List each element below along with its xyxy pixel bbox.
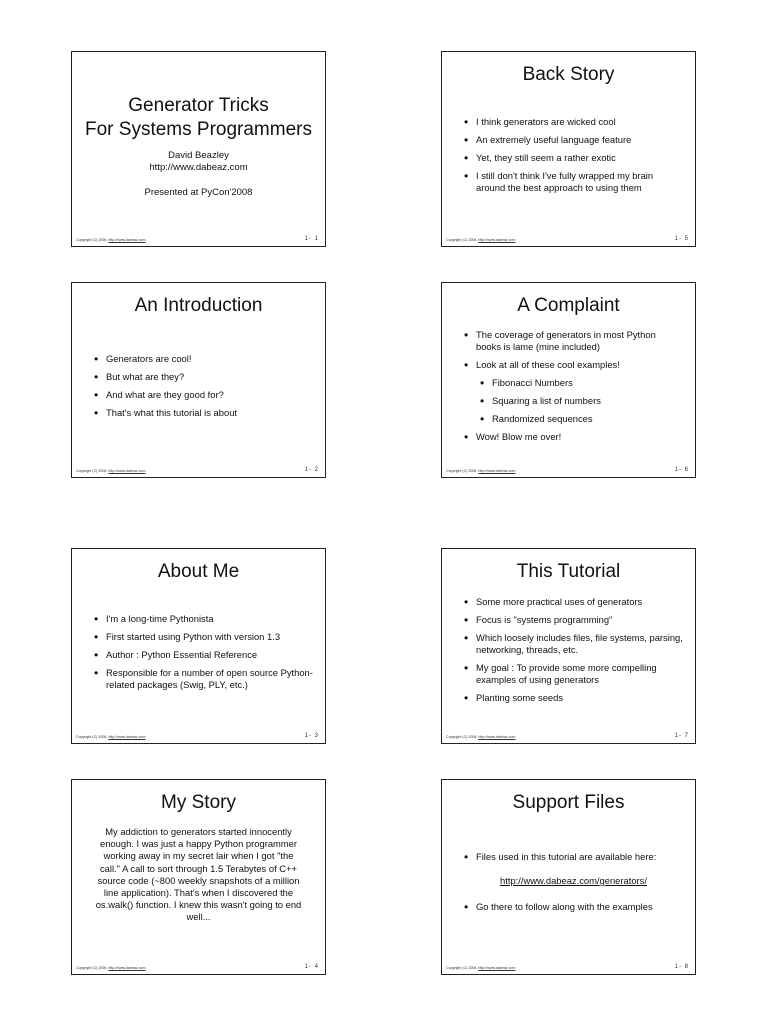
slide-heading: My Story [161,792,236,813]
list-item: • I think generators are wicked cool [464,116,683,128]
copyright-link[interactable]: http://www.dabeaz.com [108,735,146,739]
slide-copyright: Copyright (C) 2008, http://www.dabeaz.com [446,238,516,242]
copyright-link[interactable]: http://www.dabeaz.com [108,238,146,242]
slide-number: 1- 1 [304,236,319,242]
author-website: http://www.dabeaz.com [149,162,248,173]
slide-copyright: Copyright (C) 2008, http://www.dabeaz.com [76,966,146,970]
list-item: • Focus is "systems programming" [464,614,683,626]
list-item: • That's what this tutorial is about [94,407,313,419]
copyright-link[interactable]: http://www.dabeaz.com [108,966,146,970]
list-item: • Look at all of these cool examples! [464,359,683,371]
bullet-list [94,613,313,697]
list-item: • Author : Python Essential Reference [94,649,313,661]
sub-list-item: • Randomized sequences [480,413,683,425]
list-item: • Which loosely includes files, file systems, parsing, networking, threads, etc. [464,632,683,656]
slide-introduction [71,282,326,478]
slide-number: 1- 2 [304,467,319,473]
slide-number: 1- 6 [674,467,689,473]
slide-number: 1- 4 [304,964,319,970]
list-item: • Planting some seeds [464,692,683,704]
slide-title-heading: Generator Tricks For Systems Programmers [85,95,312,140]
copyright-link[interactable]: http://www.dabeaz.com [108,469,146,473]
slide-heading: About Me [157,561,240,582]
sub-list-item: • Fibonacci Numbers [480,377,683,389]
slide-heading: Back Story [522,64,615,85]
copyright-link[interactable]: http://www.dabeaz.com [478,735,516,739]
list-item: • The coverage of generators in most Python books is lame (mine included) [464,329,683,353]
list-item: • I still don't think I've fully wrapped my brain around the best approach to using them [464,170,683,194]
list-item: • Generators are cool! [94,353,313,365]
slide-back-story [441,51,696,247]
list-item: • Responsible for a number of open source Python-related packages (Swig, PLY, etc.) [94,667,313,691]
copyright-link[interactable]: http://www.dabeaz.com [478,238,516,242]
list-item: • First started using Python with version 1.3 [94,631,313,643]
slide-about-me [71,548,326,744]
slide-copyright: Copyright (C) 2008, http://www.dabeaz.com [446,735,516,739]
list-item: • Yet, they still seem a rather exotic [464,152,683,164]
list-item: • I'm a long-time Pythonista [94,613,313,625]
slide-heading: A Complaint [517,295,620,316]
list-item: • Go there to follow along with the examples [464,901,683,913]
bullet-list [464,851,683,919]
bullet-list [464,116,683,200]
slide-support-files [441,779,696,975]
slide-heading: This Tutorial [516,561,621,582]
slide-heading: Support Files [512,792,625,813]
list-item: • An extremely useful language feature [464,134,683,146]
copyright-link[interactable]: http://www.dabeaz.com [478,966,516,970]
list-item: • Wow! Blow me over! [464,431,683,443]
slide-complaint [441,282,696,478]
author-name: David Beazley [168,150,229,161]
slide-title [71,51,326,247]
sub-list-item: • Squaring a list of numbers [480,395,683,407]
copyright-link[interactable]: http://www.dabeaz.com [478,469,516,473]
slide-number: 1- 8 [674,964,689,970]
support-files-link[interactable]: http://www.dabeaz.com/generators/ [500,875,647,886]
story-paragraph: My addiction to generators started innocently enough. I was just a happy Python programmer working away in my secret lair when I got "the call." A call to sort through 1.5 Terabytes of C++ source code (~800 weekly snapshots of a million line application). That's when I discovered the os.walk() function. I knew this wasn't going to end well... [95,826,302,923]
slide-copyright: Copyright (C) 2008, http://www.dabeaz.com [446,966,516,970]
bullet-list [94,353,313,425]
list-item: • Files used in this tutorial are available here: [464,851,683,863]
slide-copyright: Copyright (C) 2008, http://www.dabeaz.com [76,238,146,242]
slide-number: 1- 7 [674,733,689,739]
presented-at: Presented at PyCon'2008 [144,187,253,198]
list-item: • And what are they good for? [94,389,313,401]
slide-my-story [71,779,326,975]
bullet-list [464,596,683,710]
slide-heading: An Introduction [134,295,263,316]
slide-number: 1- 5 [674,236,689,242]
slide-number: 1- 3 [304,733,319,739]
slide-copyright: Copyright (C) 2008, http://www.dabeaz.com [76,735,146,739]
slide-copyright: Copyright (C) 2008, http://www.dabeaz.com [446,469,516,473]
list-item: • But what are they? [94,371,313,383]
slide-this-tutorial [441,548,696,744]
slide-copyright: Copyright (C) 2008, http://www.dabeaz.com [76,469,146,473]
list-item: • Some more practical uses of generators [464,596,683,608]
list-item: • My goal : To provide some more compelling examples of using generators [464,662,683,686]
bullet-list [464,329,683,449]
author-block [72,150,325,174]
